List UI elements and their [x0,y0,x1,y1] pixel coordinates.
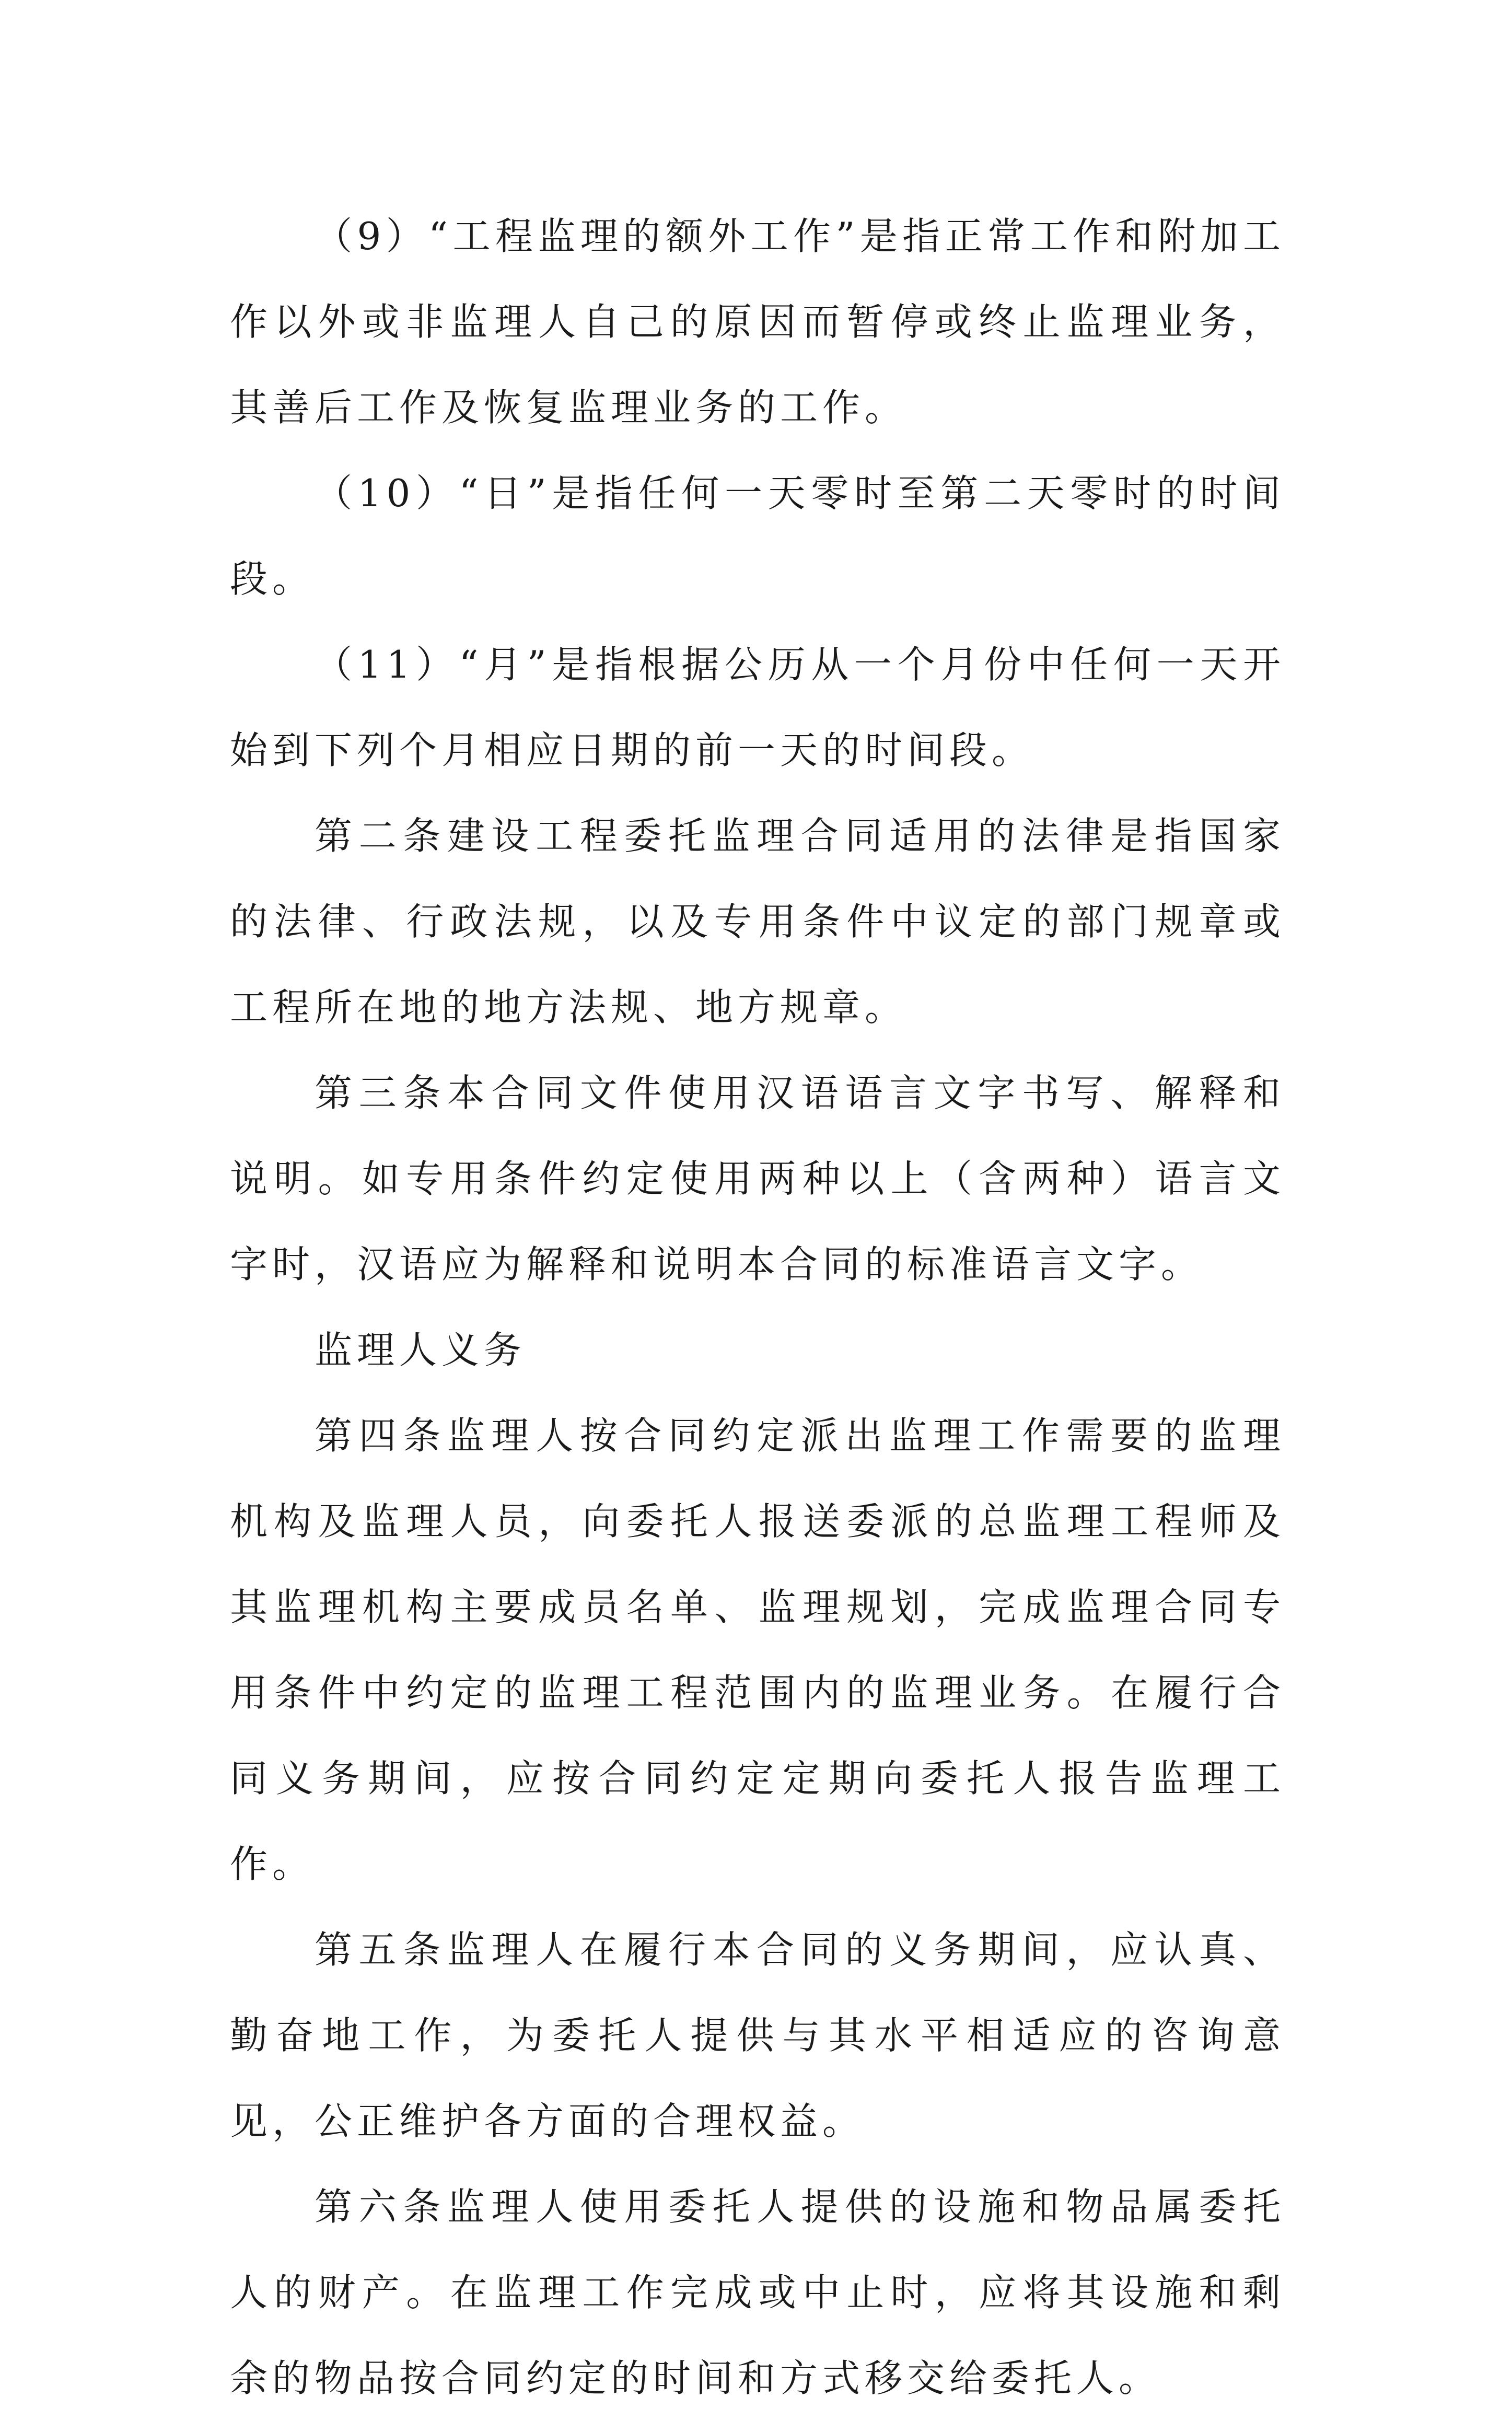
section-heading-supervisor-obligations: 监理人义务 [315,1328,527,1372]
document-body [230,193,1285,2421]
clause-11-month: （11）“月”是指根据公历从一个月份中任何一天开始到下列个月相应日期的前一天的时间段。 [230,643,1285,772]
article-4-supervision-staff: 第四条监理人按合同约定派出监理工作需要的监理机构及监理人员，向委托人报送委派的总监理工程师及其监理机构主要成员名单、监理规划，完成监理合同专用条件中约定的监理工程范围内的监理业务。在履行合同义务期间，应按合同约定定期向委托人报告监理工作。 [230,1414,1285,1886]
article-3-language: 第三条本合同文件使用汉语语言文字书写、解释和说明。如专用条件约定使用两种以上（含两种）语言文字时，汉语应为解释和说明本合同的标准语言文字。 [230,1071,1285,1286]
article-6-facilities: 第六条监理人使用委托人提供的设施和物品属委托人的财产。在监理工作完成或中止时，应将其设施和剩余的物品按合同约定的时间和方式移交给委托人。 [230,2185,1285,2400]
article-2-applicable-law: 第二条建设工程委托监理合同适用的法律是指国家的法律、行政法规，以及专用条件中议定的部门规章或工程所在地的地方法规、地方规章。 [230,814,1285,1029]
article-5-diligence: 第五条监理人在履行本合同的义务期间，应认真、勤奋地工作，为委托人提供与其水平相适应的咨询意见，公正维护各方面的合理权益。 [230,1928,1285,2143]
clause-10-day: （10）“日”是指任何一天零时至第二天零时的时间段。 [230,471,1285,601]
clause-9-extra-work: （9）“工程监理的额外工作”是指正常工作和附加工作以外或非监理人自己的原因而暂停或终止监理业务，其善后工作及恢复监理业务的工作。 [230,214,1285,429]
